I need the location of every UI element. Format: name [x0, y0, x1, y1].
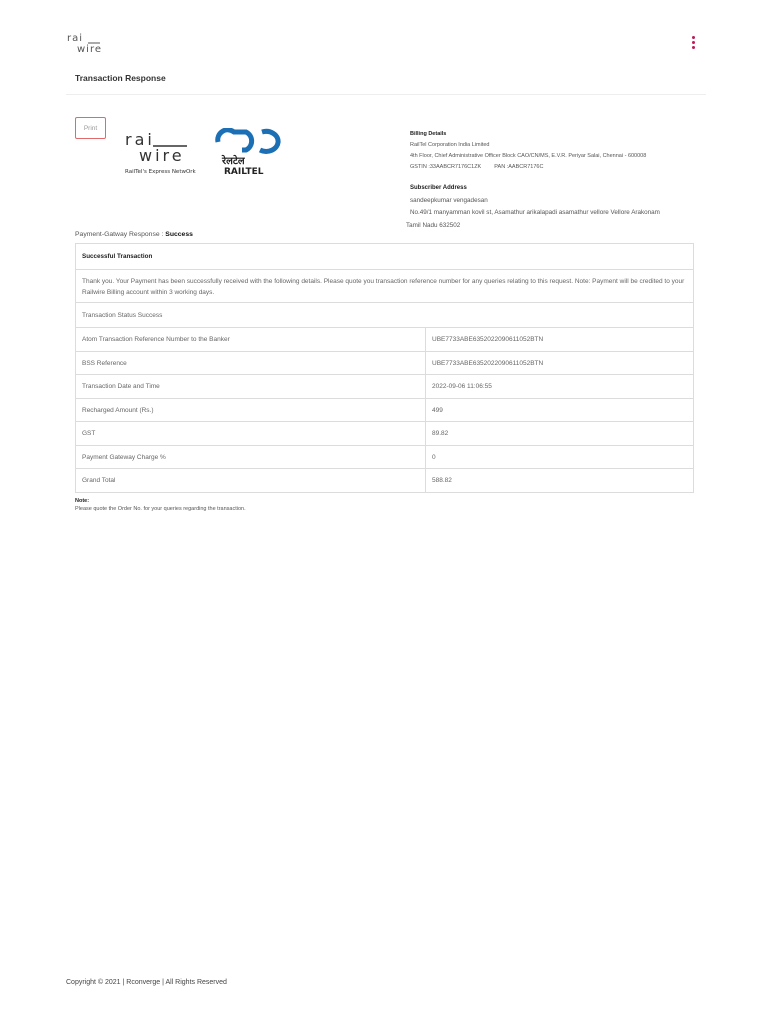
- row-value: 499: [432, 406, 443, 414]
- billing-heading: Billing Details: [410, 131, 447, 137]
- row-value: UBE7733ABE6352022090611052BTN: [432, 336, 544, 343]
- row-value: 588.82: [432, 477, 452, 484]
- logo-text-bottom: wire: [77, 44, 103, 54]
- railwire-brand-top: rai: [125, 130, 155, 149]
- table-row: [76, 327, 693, 351]
- subscriber-name: sandeepkumar vengadesan: [410, 196, 488, 204]
- railtel-hindi: रेलटेल: [222, 156, 245, 167]
- note-heading: Note:: [75, 498, 90, 504]
- footer-copyright: Copyright © 2021 | Rconverge | All Rights Reserved: [66, 979, 227, 986]
- more-menu-icon[interactable]: [688, 36, 698, 52]
- top-bar: [0, 0, 768, 70]
- table-row: [76, 445, 693, 469]
- logo-text-top: rai: [67, 33, 84, 44]
- gateway-label: Payment-Gatway Response :: [75, 231, 164, 238]
- transaction-status: Transaction Status Success: [76, 302, 693, 327]
- row-label: Recharged Amount (Rs.): [76, 399, 426, 422]
- table-row: [76, 374, 693, 398]
- table-row: [76, 398, 693, 422]
- row-label: Payment Gateway Charge %: [76, 446, 426, 469]
- billing-address: 4th Floor, Chief Administrative Officer Block CAO/CN/MS, E.V.R. Periyar Salai, Chennai - 600008: [410, 153, 647, 159]
- subscriber-address-line1: No.49/1 manyamman kovil st, Asamathur arikalapadi asamathur vellore Vellore Arakonam: [410, 209, 660, 216]
- table-row: [76, 421, 693, 445]
- table-row: [76, 468, 693, 492]
- billing-gstin: GSTIN :33AABCR7176C1ZK: [410, 164, 482, 170]
- billing-details: [410, 128, 646, 173]
- row-label: Transaction Date and Time: [76, 375, 426, 398]
- subscriber-heading: Subscriber Address: [410, 185, 467, 191]
- railwire-tagline: RailTel's Express NetwOrk: [125, 169, 196, 175]
- billing-pan: PAN :AABCR7176C: [494, 164, 544, 170]
- note: [75, 497, 246, 513]
- print-button[interactable]: Print: [75, 117, 106, 139]
- row-label: BSS Reference: [76, 352, 426, 375]
- gateway-status: Success: [165, 231, 193, 238]
- page-title: Transaction Response: [75, 73, 166, 83]
- row-value: UBE7733ABE6352022090611052BTN: [432, 359, 544, 367]
- row-value: 0: [432, 453, 436, 461]
- row-label: Grand Total: [76, 469, 426, 492]
- railtel-logo: [212, 128, 292, 180]
- transaction-table: [75, 243, 694, 493]
- transaction-message: Thank you. Your Payment has been successfully received with the following details. Please quote you transaction reference number for any queries relating to this request. Note: Payment will be credited to your Railwire Billing account within 3 working days.: [76, 269, 693, 302]
- subscriber-address: [406, 182, 710, 232]
- railwire-logo[interactable]: [66, 32, 116, 54]
- row-label: GST: [76, 422, 426, 445]
- row-value: 2022-09-06 11:06:55: [432, 383, 492, 390]
- railwire-brand-bottom: wire: [139, 146, 185, 165]
- railwire-brand-logo: [115, 128, 197, 178]
- subscriber-address-line2: Tamil Nadu 632502: [406, 221, 461, 229]
- title-divider: [66, 94, 706, 95]
- transaction-heading: Successful Transaction: [82, 253, 153, 260]
- billing-company: RailTel Corporation India Limited: [410, 142, 490, 148]
- note-text: Please quote the Order No. for your queries regarding the transaction.: [75, 506, 246, 512]
- row-label: Atom Transaction Reference Number to the Banker: [76, 328, 426, 351]
- table-row: [76, 351, 693, 375]
- gateway-response: [75, 231, 193, 238]
- row-value: 89.82: [432, 430, 449, 437]
- railtel-name: RAILTEL: [224, 167, 264, 177]
